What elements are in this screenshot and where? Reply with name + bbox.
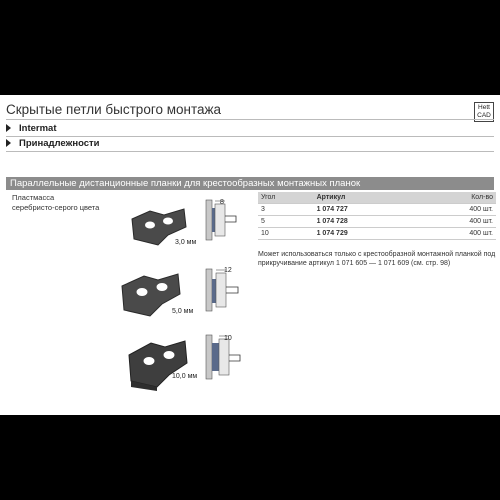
column-header-article: Артикул <box>314 192 415 204</box>
table-header-row <box>258 192 496 204</box>
material-line-2: серебристо-серого цвета <box>12 203 100 212</box>
angle-cell: 3 <box>258 204 314 216</box>
badge-line-2: CAD <box>477 112 491 119</box>
breadcrumb-item-accessories[interactable] <box>6 138 100 149</box>
section-banner: Параллельные дистанционные планки для крестообразных монтажных планок <box>6 177 494 190</box>
breadcrumb-label: Принадлежности <box>19 138 100 149</box>
breadcrumb-label: Intermat <box>19 123 57 134</box>
column-header-angle: Угол <box>258 192 314 204</box>
spec-table <box>258 192 496 240</box>
page-title: Скрытые петли быстрого монтажа <box>6 102 222 117</box>
spacer-section-3mm-drawing <box>202 198 252 243</box>
quantity-cell: 400 шт. <box>415 228 496 240</box>
table-row <box>258 216 496 228</box>
spacer-plate-10mm-image <box>125 337 190 392</box>
dimension-label: 12 <box>224 267 232 274</box>
dimension-label: 10 <box>224 335 232 342</box>
triangle-right-icon <box>6 139 11 147</box>
article-cell[interactable]: 1 074 729 <box>314 228 415 240</box>
article-cell[interactable]: 1 074 727 <box>314 204 415 216</box>
dimension-label: 8 <box>220 199 224 206</box>
thickness-label: 5,0 мм <box>172 308 194 315</box>
spacer-section-5mm-drawing <box>202 267 252 315</box>
angle-cell: 10 <box>258 228 314 240</box>
material-line-1: Пластмасса <box>12 193 55 202</box>
badge-line-1: Hett <box>478 104 490 111</box>
quantity-cell: 400 шт. <box>415 204 496 216</box>
thickness-label: 3,0 мм <box>175 239 197 246</box>
breadcrumb-item-intermat[interactable] <box>6 123 56 134</box>
divider <box>6 136 494 137</box>
angle-cell: 5 <box>258 216 314 228</box>
thickness-label: 10,0 мм <box>172 373 198 380</box>
column-header-quantity: Кол-во <box>415 192 496 204</box>
usage-note: Может использоваться только с крестообразной монтажной планкой под прикручивание артикул 1 071 605 — 1 071 609 (см. стр. 98) <box>258 251 496 267</box>
triangle-right-icon <box>6 124 11 132</box>
divider <box>6 119 494 120</box>
material-description <box>12 193 99 213</box>
table-row <box>258 228 496 240</box>
catalog-page <box>0 95 500 415</box>
divider <box>6 151 494 152</box>
table-row <box>258 204 496 216</box>
article-cell[interactable]: 1 074 728 <box>314 216 415 228</box>
quantity-cell: 400 шт. <box>415 216 496 228</box>
